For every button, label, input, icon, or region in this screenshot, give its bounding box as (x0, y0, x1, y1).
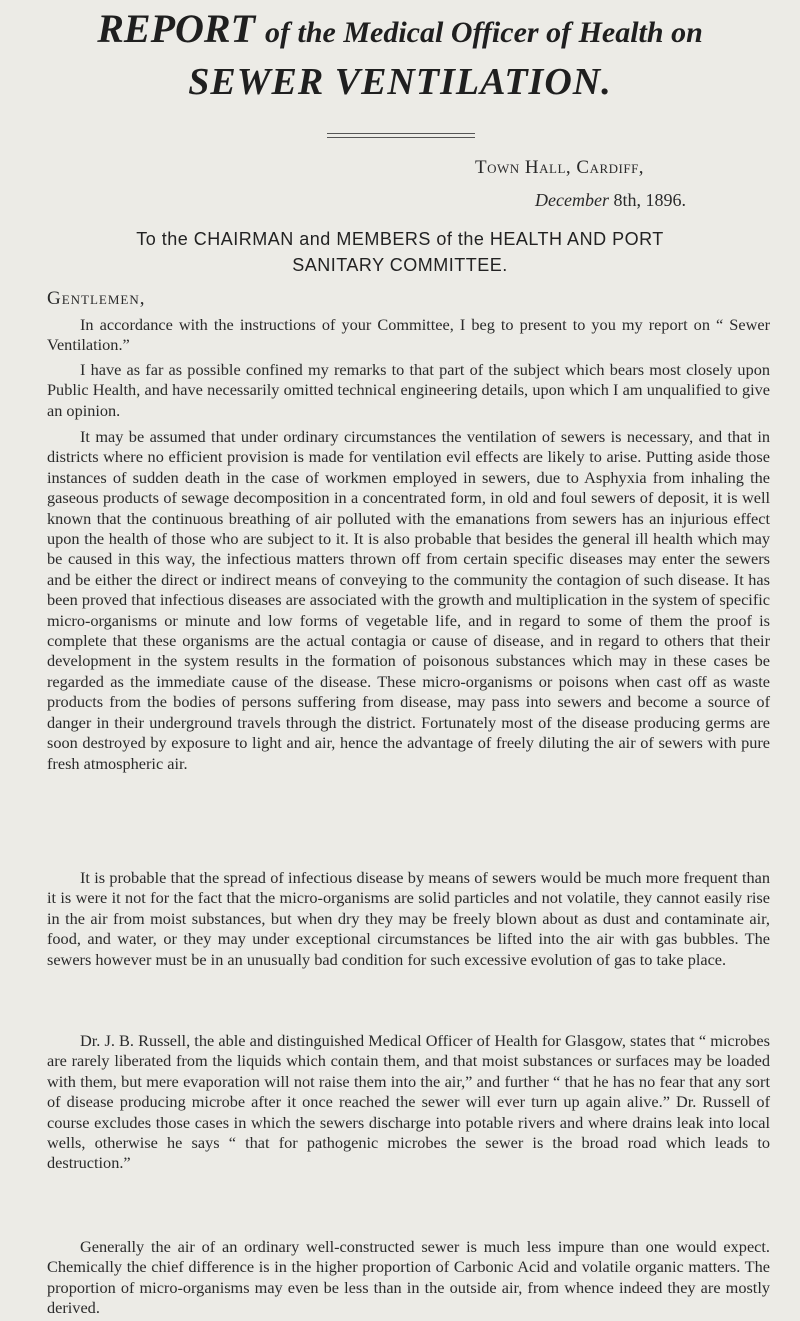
sender-address: Town Hall, Cardiff, (475, 157, 645, 178)
report-title-line1 (0, 6, 800, 56)
title-divider-top (327, 133, 475, 134)
addressee-line2: SANITARY COMMITTEE. (292, 255, 508, 275)
letter-date-month: December (535, 190, 609, 210)
body-paragraph: It may be assumed that under ordinary circumstances the ventilation of sewers is necessary, and that in districts where no efficient provision is made for ventilation evil effects are likely to arise. Putting aside those instances of sudden death in the case of workmen employed in sewers, due to Asphyxia from inhaling the gaseous products of sewage decomposition in a concentrated form, in old and foul sewers of deposit, it is well known that the continuous breathing of air polluted with the emanations from sewers has an injurious effect upon the health of those who are subject to it. It is also probable that besides the general ill health which may be caused in this way, the infectious matters thrown off from certain specific diseases may enter the sewers and be either the direct or indirect means of conveying to the community the contagion of such disease. It has been proved that infectious diseases are associated with the growth and multiplication in the system of specific micro-organisms or minute and low forms of vegetable life, and in regard to some of them the proof is complete that these organisms are the actual contagia or cause of disease, and in regard to others that their development in the system results in the formation of poisonous substances which may in these cases be regarded as the immediate cause of the disease. These micro-organisms or poisons when cast off as waste products from the bodies of persons suffering from disease, may pass into sewers and become a source of danger in their underground travels through the district. Fortunately most of the disease producing germs are soon destroyed by exposure to light and air, hence the advantage of freely diluting the air of sewers with pure fresh atmospheric air. (47, 427, 770, 773)
addressee-line1: To the CHAIRMAN and MEMBERS of the HEALTH AND PORT (136, 229, 664, 249)
report-title-line2: SEWER VENTILATION. (188, 61, 612, 103)
salutation: Gentlemen, (47, 288, 146, 309)
letter-date-rest: 8th, 1896. (608, 190, 686, 210)
body-paragraph: Dr. J. B. Russell, the able and distinguished Medical Officer of Health for Glasgow, states that “ microbes are rarely liberated from the liquids which contain them, and that moist substances or surfaces may be loaded with them, but mere evaporation will not raise them into the air,” and further “ that he has no fear that any sort of disease producing microbe after it once reached the sewer will ever turn up again alive.” Dr. Russell of course excludes those cases in which the sewers discharge into potable rivers and where drains leak into local wells, otherwise he says “ that for pathogenic microbes the sewer is the broad road which leads to destruction.” (47, 1031, 770, 1173)
letter-date (535, 190, 686, 211)
report-title-subtitle: of the Medical Officer of Health on (265, 16, 703, 49)
addressee-block (0, 226, 800, 278)
report-title-word: REPORT (97, 6, 256, 51)
body-paragraph: Generally the air of an ordinary well-constructed sewer is much less impure than one would expect. Chemically the chief difference is in the higher proportion of Carbonic Acid and volatile organic matters. The proportion of micro-organisms may even be less than in the outside air, from whence indeed they are mostly derived. (47, 1237, 770, 1318)
body-paragraph: In accordance with the instructions of your Committee, I beg to present to you my report on “ Sewer Ventilation.” (47, 315, 770, 355)
body-paragraph: I have as far as possible confined my remarks to that part of the subject which bears most closely upon Public Health, and have necessarily omitted technical engineering details, upon which I am unqualified to give an opinion. (47, 360, 770, 420)
title-divider-bottom (327, 137, 475, 138)
body-paragraph: It is probable that the spread of infectious disease by means of sewers would be much more frequent than it is were it not for the fact that the micro-organisms are solid particles and not volatile, they cannot easily rise in the air from moist substances, but when dry they may be freely blown about as dust and contaminate air, food, and water, or they may under exceptional circumstances be lifted into the air with gas bubbles. The sewers however must be in an unusually bad condition for such excessive evolution of gas to take place. (47, 868, 770, 969)
